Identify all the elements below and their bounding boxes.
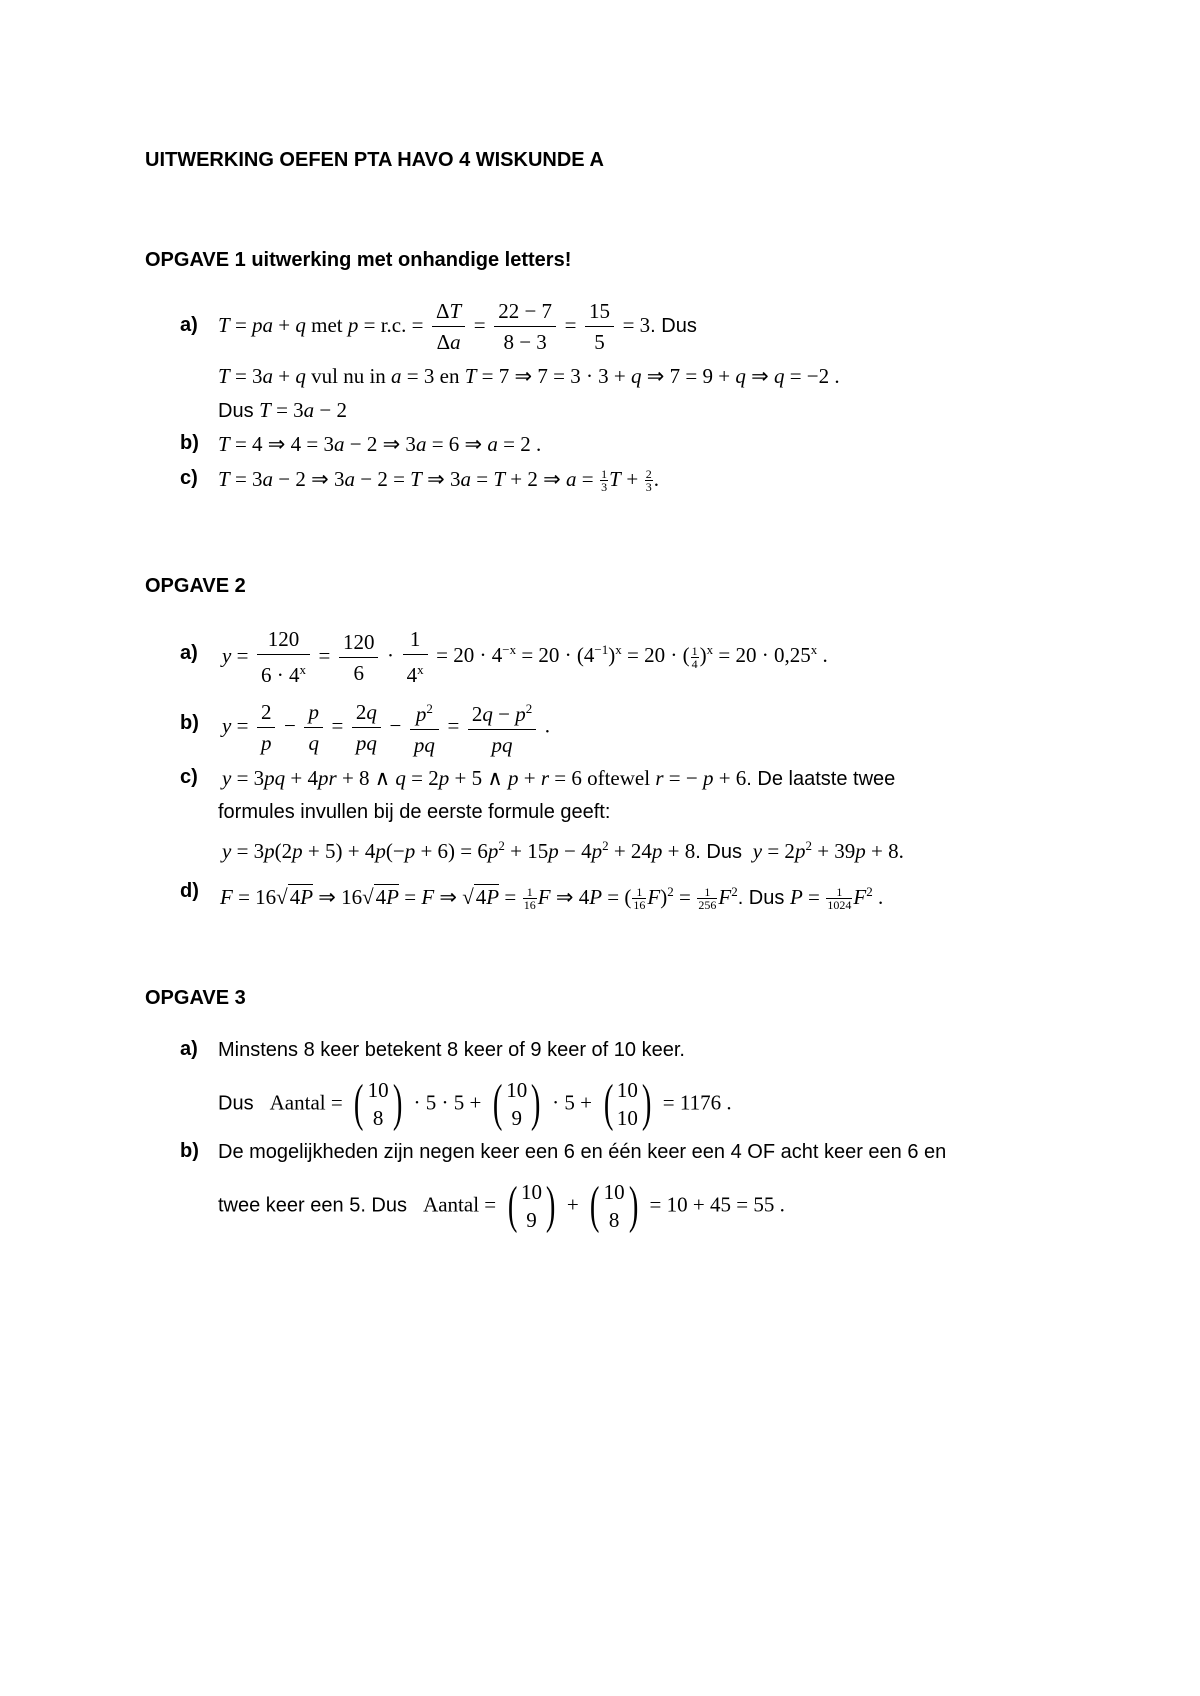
formula-2d: F = 16√4P ⇒ 16√4P = F ⇒ √4P = $\frac{1}{16}$ F ⇒ 4P = ( $\frac{1}{16}$ F)$^2$ = $\frac{1}{256}$ $F^2$. Dus P = $\frac{1}{1024}$ $F^2$ . [220, 884, 884, 913]
text-3a: Minstens 8 keer betekent 8 keer of 9 keer of 10 keer. [218, 1039, 685, 1061]
binomial-10-9: ( 10 9 ) [492, 1075, 541, 1132]
formula-1a-line3: Dus T = 3a − 2 [218, 398, 348, 422]
binomial-10-8-b: ( 10 8 ) [590, 1177, 639, 1234]
formula-3a: Dus Aantal = ( 10 8 ) · 5 · 5 + ( 10 9 ) · 5 + ( 10 10 ) = 1176 . [218, 1075, 732, 1132]
text-formules-invullen: formules invullen bij de eerste formule geeft: [218, 801, 611, 823]
page-title: UITWERKING OEFEN PTA HAVO 4 WISKUNDE A [145, 149, 604, 171]
text-dus-5: Dus [218, 1092, 254, 1115]
text-aantal-2: Aantal [423, 1192, 480, 1217]
formula-2b: y = $\frac{2}{p}$ − $\frac{p}{q}$ = $\frac{2q}{pq}$ − $\frac{p^2}{pq}$ = $\frac{2q - p^2}{pq}$ . [222, 694, 550, 760]
text-aantal: Aantal [269, 1090, 326, 1115]
item-label-2a: a) [180, 642, 198, 664]
formula-2c-line1: y = 3pq + 4pr + 8 ∧ q = 2p + 5 ∧ p + r = 6 oftewel r = − p + 6. De laatste twee [222, 766, 896, 790]
formula-1c: T = 3a − 2 ⇒ 3a − 2 = T ⇒ 3a = T + 2 ⇒ a = $\frac{1}{3}$ T + $\frac{2}{3}$ . [218, 467, 660, 495]
item-label-3b: b) [180, 1140, 199, 1162]
text-dus-2: Dus [218, 400, 254, 422]
binomial-10-10: ( 10 10 ) [603, 1075, 652, 1132]
item-label-2d: d) [180, 880, 199, 902]
text-twee-keer: twee keer een 5. Dus [218, 1194, 407, 1217]
binomial-10-8: ( 10 8 ) [354, 1075, 403, 1132]
item-label-2b: b) [180, 712, 199, 734]
text-3b: De mogelijkheden zijn negen keer een 6 en één keer een 4 OF acht keer een 6 en [218, 1141, 947, 1163]
text-dus: . Dus [650, 314, 697, 337]
formula-3b: twee keer een 5. Dus Aantal = ( 10 9 ) + ( 10 8 ) = 10 + 45 = 55 . [218, 1177, 785, 1234]
formula-1b: T = 4 ⇒ 4 = 3a − 2 ⇒ 3a = 6 ⇒ a = 2 . [218, 432, 542, 456]
item-label-1c: c) [180, 467, 198, 489]
text-dus-4: . Dus [737, 887, 785, 909]
formula-1a-line1: T = pa + q met p = r.c. = $\frac{\Delta T}{\Delta a}$ = $\frac{22 - 7}{8 - 3}$ = $\frac{15}{5}$ = 3. Dus [218, 296, 697, 357]
section-heading-opgave-1: OPGAVE 1 uitwerking met onhandige letters! [145, 249, 572, 271]
item-label-2c: c) [180, 766, 198, 788]
text-de-laatste-twee: . De laatste twee [746, 768, 896, 790]
formula-2c-line3: $y = 3p(2p + 5) + 4p(-p + 6) = 6p^2 + 15p - 4p^2 + 24p + 8$. Dus $y = 2p^2 + 39p + 8$. [222, 838, 904, 863]
formula-1a-line2: T = 3a + q vul nu in a = 3 en T = 7 ⇒ 7 = 3 · 3 + q ⇒ 7 = 9 + q ⇒ q = −2 . [218, 364, 840, 388]
binomial-10-9-b: ( 10 9 ) [507, 1177, 556, 1234]
formula-2a: y = $\frac{120}{6 \cdot 4^x}$ = $\frac{120}{6}$ · $\frac{1}{4^x}$ = $20 \cdot 4^{-x} = 20 \cdot (4^{-1})^x = 20$ · ( $\frac{1}{4}$ )$^x = 20 \cdot 0,25^x$ . [222, 624, 828, 690]
section-heading-opgave-2: OPGAVE 2 [145, 575, 246, 597]
item-label-3a: a) [180, 1038, 198, 1060]
section-heading-opgave-3: OPGAVE 3 [145, 987, 246, 1009]
item-label-1b: b) [180, 432, 199, 454]
text-en: en [439, 364, 460, 388]
item-label-1a: a) [180, 314, 198, 336]
text-vul-nu-in: vul nu in [311, 364, 386, 388]
text-dus-3: . Dus [695, 841, 742, 863]
